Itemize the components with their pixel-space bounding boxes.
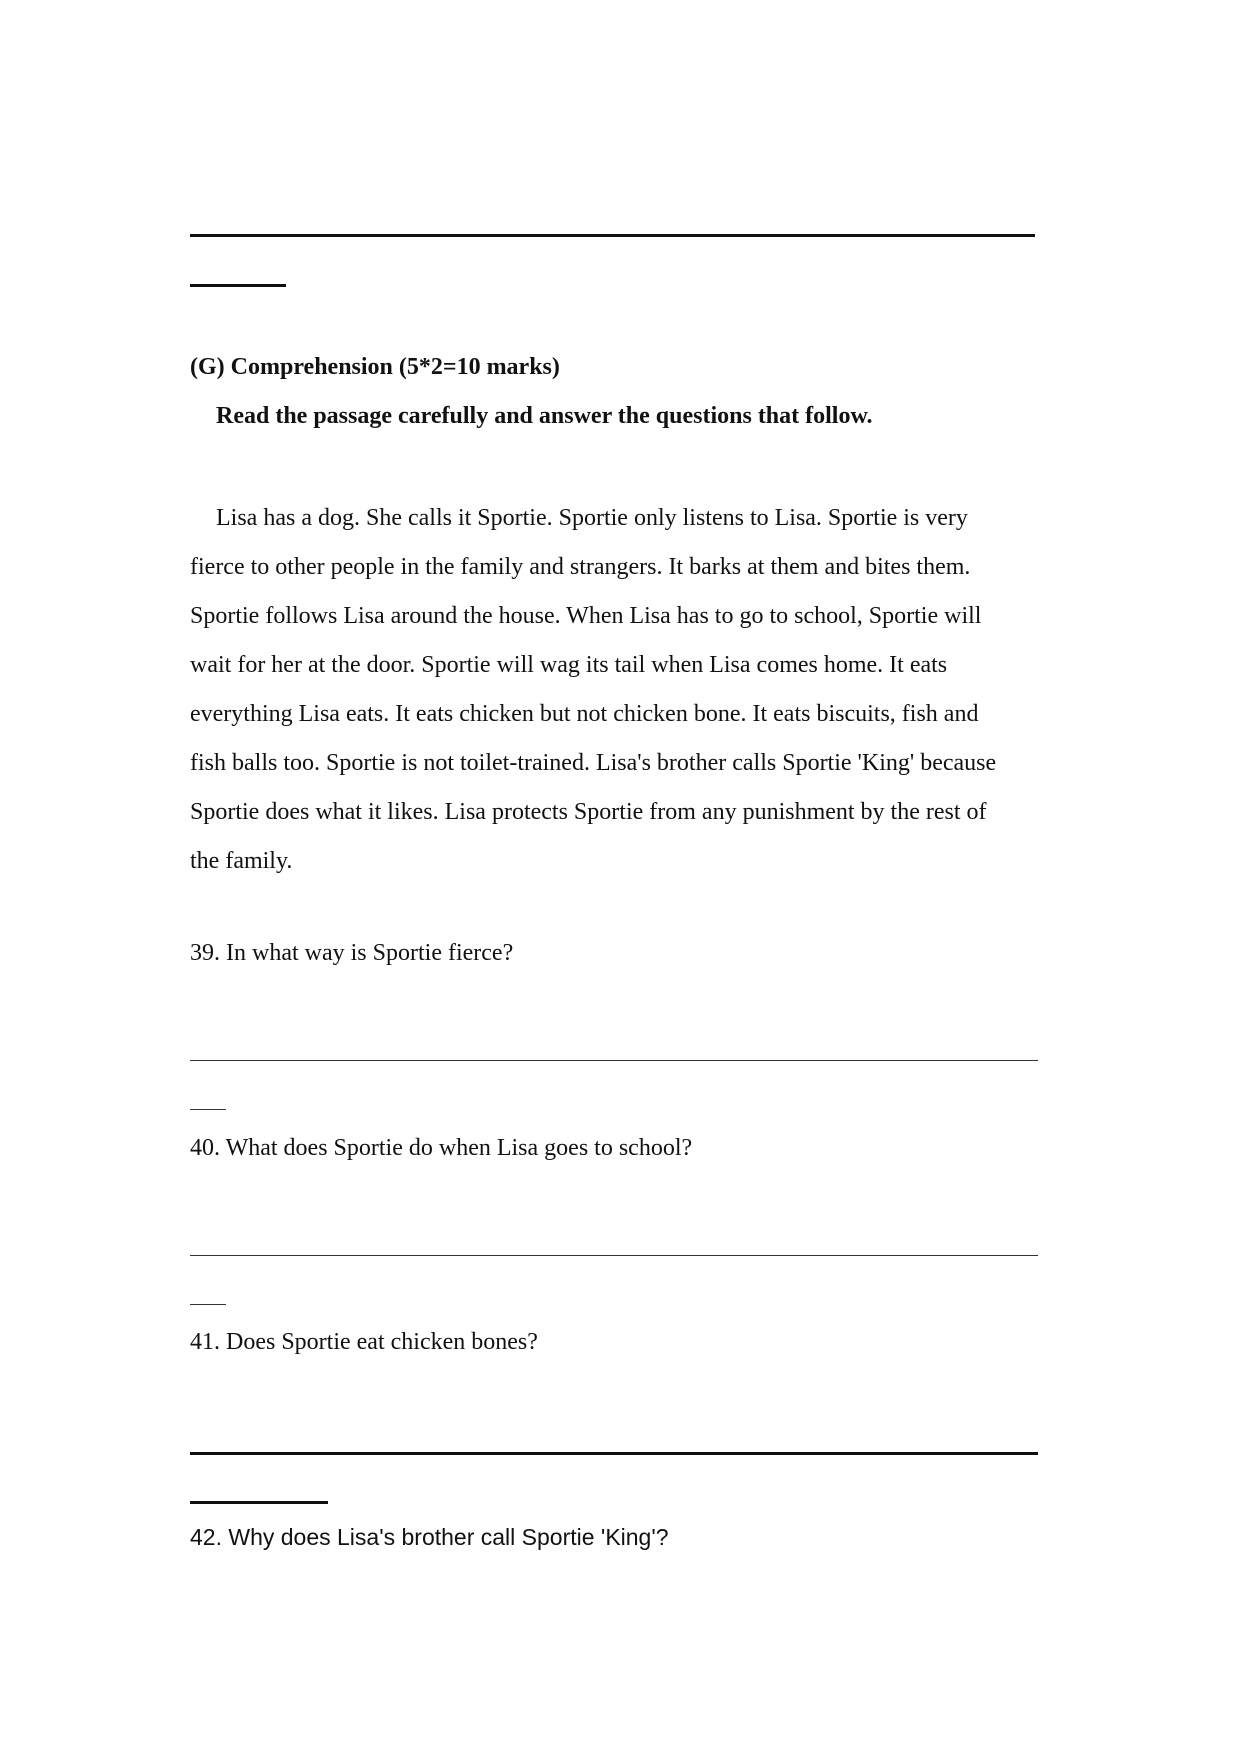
question-40: 40. What does Sportie do when Lisa goes to school? bbox=[190, 1135, 693, 1161]
reading-passage bbox=[190, 503, 1050, 895]
passage-line: the family. bbox=[190, 848, 293, 874]
answer-line-40-tail[interactable] bbox=[190, 1304, 226, 1305]
answer-line bbox=[190, 234, 1035, 237]
answer-line-41-tail[interactable] bbox=[190, 1501, 328, 1504]
question-39: 39. In what way is Sportie fierce? bbox=[190, 940, 514, 966]
passage-line: Sportie follows Lisa around the house. When Lisa has to go to school, Sportie will bbox=[190, 603, 982, 629]
question-41: 41. Does Sportie eat chicken bones? bbox=[190, 1329, 538, 1355]
passage-line: wait for her at the door. Sportie will wag its tail when Lisa comes home. It eats bbox=[190, 652, 948, 678]
answer-line-39[interactable] bbox=[190, 1060, 1038, 1061]
passage-line: fish balls too. Sportie is not toilet-trained. Lisa's brother calls Sportie 'King' because bbox=[190, 750, 997, 776]
answer-line-41[interactable] bbox=[190, 1452, 1038, 1455]
section-instruction: Read the passage carefully and answer the questions that follow. bbox=[216, 403, 873, 429]
answer-line-40[interactable] bbox=[190, 1255, 1038, 1256]
passage-line: Lisa has a dog. She calls it Sportie. Sportie only listens to Lisa. Sportie is very bbox=[216, 505, 968, 531]
answer-line-39-tail[interactable] bbox=[190, 1109, 226, 1110]
answer-line-tail bbox=[190, 284, 286, 287]
passage-line: Sportie does what it likes. Lisa protects Sportie from any punishment by the rest of bbox=[190, 799, 987, 825]
passage-line: fierce to other people in the family and strangers. It barks at them and bites them. bbox=[190, 554, 971, 580]
section-title: (G) Comprehension (5*2=10 marks) bbox=[190, 354, 560, 380]
question-42: 42. Why does Lisa's brother call Sportie 'King'? bbox=[190, 1524, 669, 1550]
passage-line: everything Lisa eats. It eats chicken but not chicken bone. It eats biscuits, fish and bbox=[190, 701, 979, 727]
